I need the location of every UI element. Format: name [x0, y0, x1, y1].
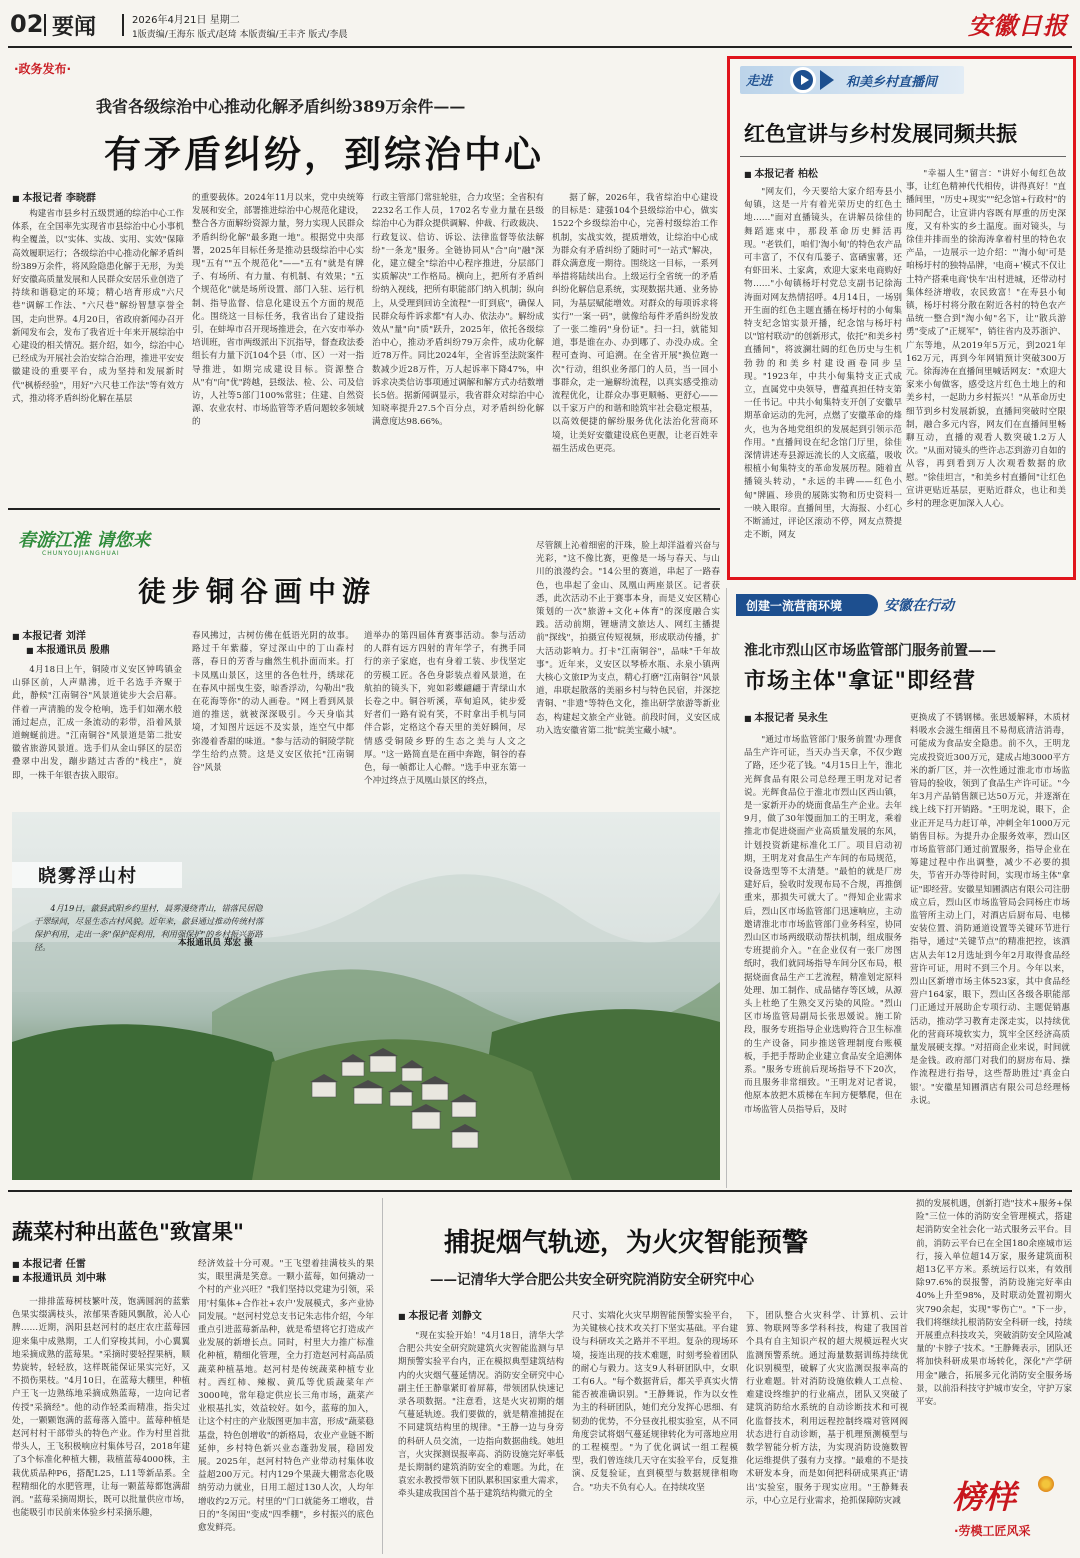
photo-caption: 4月19日，歙县武阳乡约里村，晨雾漫绕青山，错落民居隐于翠绿间，尽显生态古村风貌。近年来，歙县通过推动传统村落保护利用，走出一条"保护促利用，利用强保护"的乡村振兴新路径。 — [34, 903, 264, 952]
fire-col-2: 尺寸、实端化火灾早期智能预警实验平台，为关键核心技术攻关打下坚实基础。平台建设与科研攻关之路并不平坦。复杂的现场环境，接连出现的技术难题，时刻考验着团队的耐心与毅力。这支9人科研团队中，女职工有6人。"每个数据背后，都关乎真实火情能否被准确识别。"王静舞说，作为以女性为主的科研团队，她们充分发挥心思细、有韧劲的优势，不分昼夜扎根实验室，从不同角度尝试将烟气蔓延规律转化为可落地应用的工程模型。"为了优化调试一组工程模型，我们曾连续几天守在实验平台，反复推演、反复验证，直到模型与数据规律相吻合。"功夫不负有心人。在持续攻坚 — [572, 1311, 738, 1493]
fire-subtitle: ——记清华大学合肥公共安全研究院消防安全研究中心 — [430, 1272, 754, 1288]
spring-byline-1: ■ 本报记者 刘洋 — [12, 630, 86, 644]
spring-col-1: 4月18日上午，铜陵市义安区钟鸣镇金山驿区前，人声鼎沸，近千名选手齐聚于此，静候"江南铜谷"风景道徒步大会启幕。伴着一声清脆的发令枪响，选手们如潮水般涌过起点，汇成一条流动的彩带，沿着风景道蜿蜒前进。"江南铜谷"风景道是第二批安徽省旅游风景道。选手们从金山驿区的层峦叠翠中出发，蹦步踏过古香的"栈庄"，旋即，一株千年银杏拔入眼帘。 — [12, 665, 182, 781]
section-rule — [8, 508, 720, 510]
lead-col-4: 据了解，2026年，我省综治中心建设的目标是：建强104个县级综治中心，做实1522个乡级综治中心，完善村级综治工作机制，实战实效，提质增效，让综治中心成为群众有矛盾纠纷了随时可"一站式"解决，群众满意度一期待。围绕这一目标，一系列举措将陆续出台。上级运行全省统一的矛盾纠纷化解信息系统，实现数据共通、业务协同，为基层赋能增效。对群众的每项诉求将实行"一案一码"，就像给每件矛盾纠纷发放了一张二维码"身份证"。扫一扫，就能知道，事是谁在办、办到哪了、办没办成。全程可查询、可追溯。在全省开展"换位跑一次"行动，组织业务部门的人员，当一回小事群众，走一遍解纷流程，以真实感受推动流程优化，让群众办事更顺畅、更舒心——以千家万户的和谐和睦筑牢社会稳定根基，以高效便捷的解纷服务优化法治化营商环境，让美好安徽建设底色更靓，让老百姓幸福生活成色更亮。 — [552, 193, 718, 454]
market-col-1: "通过市场监管部门'服务前置'办理食品生产许可证，当天办当天拿，不仅少跑了路，还少花了钱。"4月15日上午，淮北光辉食品有限公司总经理王明龙对记者说。光辉食品位于淮北市烈山区西山镇，是一家新开办的烧面食品生产企业。去年9月，做了30年馒面加工的王明龙，乘着推北市促进烧面产业高质量发展的东风，计划投资新建标准化工厂。项目启动初期，王明龙对食品生产车间的布局规范，设备选型等不太清楚。"最怕的就是厂房建好后，验收时发现布局不合规，再推倒重来，那损失可就大了。"得知企业需求后，烈山区市场监管部门迅速响应，主动邀请淮北市市场监管部门业务科室，协同烈山区市场两级联动帮扶机制，组成服务专班提前介入。"在企业仅有一张厂房图纸时，我们就同场指导车间分区布局，根据烧面食品生产工艺流程，精准划定原料处理、加工制作、成品储存等区域，从源头上杜绝了生熟交叉污染的风险。"烈山区市场监管局副局长张思媛说。施工阶段，服务专班指导企业选购符合卫生标准的生产设备，同步推送管理制度台账模板，手把手帮助企业建立食品安全追溯体系。"服务专班前后现场指导不下20次，而且服务非常细致。"王明龙对记者说，他原本放把木质梯在车间方便攀爬，但在市场监管人员指导后，及时 — [744, 735, 902, 1115]
arrow-icon — [820, 70, 834, 90]
bangyang-logo: 榜样 — [952, 1478, 1017, 1516]
box-title: 红色宣讲与乡村发展同频共振 — [744, 121, 1017, 146]
page-section: 要闻 — [52, 15, 97, 40]
veg-col-1: 一排排蓝莓树枝繁叶茂，饱满圆润的蓝紫色果实缀满枝头，浓郁果香随风飘散，沁人心脾……近期，涡阳县赵河村的赵庄农庄蓝莓园迎来集中成熟期，工人们穿梭其间，小心翼翼地采摘成熟的蓝莓果。"采摘时要轻捏果柄，顺势旋转，轻轻放，这样既能保证果实完好，又不损伤果枝。"4月10日，在蓝莓大棚里，种植户王飞一边熟练地采摘成熟蓝莓，一边向记者传授"采摘经"。他的动作轻柔而精准，指尖过处，一颗颗饱满的蓝莓落入篮中。蓝莓种植是赵河村村干部带头的特色产业。作为村里首批带头人，王飞积极响应村集体号召，2018年建了3个标准化种植大棚，栽植蓝莓4000株，主栽优质品种P6，搭配L25，L11等新品系。全程精细化的水肥管理，让每一颗蓝莓都饱满甜润。"蓝莓采摘周期长，既可以批量供应市场，也能吸引市民前来体验乡村采摘乐趣， — [12, 1297, 190, 1519]
fire-col-1: "现在实验开始！"4月18日，清华大学合肥公共安全研究院建筑火灾智能监测与早期预警实验平台内，正在模拟典型建筑结构内的火灾烟气蔓延情况。消防安全研究中心副主任王静靠紧盯着屏幕，带领团队快速记录各项数据。"注意看，这是火灾初期的烟气蔓延轨迹。我们要做的，就是精准捕捉在不同建筑结构里的规律。"王静一边与身旁的科研人员交流，一边指向数据曲线。她坦言，火灾探测误报率高、消防设施完好率低是长期制约建筑消防安全的难题。为此，在袁宏永教授带领下团队累积国家重大需求，牵头建成我国首个基于建筑结构微元的全 — [398, 1331, 564, 1500]
page-date: 2026年4月21日 星期二 — [132, 15, 240, 26]
spring-title: 徒步铜谷画中游 — [138, 575, 377, 608]
market-byline: ■ 本报记者 吴永生 — [744, 712, 828, 726]
lead-col-1: 构建省市县乡村五级贯通的综治中心工作体系，在全国率先实现省市县综治中心小事机构全覆盖，以"实体、实战、实用、实效"保障高效履职运行；各级综治中心推动化解矛盾纠纷389万余件，将风险隐患化解于无形，为美好安徽高质量发展和人民群众安居乐业创造了持续和谐稳定的环境；精心培育形成"六尺巷"调解工作法、"六尺巷"解纷智慧享誉全国，走向世界。4月20日，省政府新闻办召开新闻发布会，发布了我省近十年来开展综治中心建设的相关情况。据介绍，如今，综治中心已经成为开展社会治安综合治理，推进平安安徽建设的重要平台，成为坚持和发展新时代"枫桥经验"，用好"六尺巷工作法"等有效方式，推动将矛盾纠纷化解在基层 — [12, 209, 184, 404]
section-tag: ·政务发布· — [14, 62, 72, 76]
market-col-2: 更换成了不锈钢梯。张思媛解释，木质材料吸水会滋生细菌且不易彻底清洁消毒，可能成为食品安全隐患。前不久，王明龙完成投资近300万元，建成占地3000平方米的新厂区，并一次性通过淮北市市场监管局的验收，领到了食品生产许可证。"今年3月产品销售额已达50万元，并逐渐在线上线下打开销路。"王明龙说，眼下，企业正开足马力赶订单，冲刺全年1000万元销售目标。为提升办企服务效率，烈山区市场监管部门通过前置服务，指导企业在筹建过程中作出调整，减少不必要的损失，节省开办等待时间，实现市场主体"拿证"即经营。安徽星知圃酒店有限公司注册成立后，烈山区市场监管局会同杨庄市场监管所主动上门，对酒店后厨布局、电梯安装位置、消防通道设置等关键环节进行指导，通过"关键节点"的精准把控，该酒店从去年12月选址到今年2月取得食品经营许可证，用时不到三个月。今年以来，烈山区新增市场主体523家，其中食品经营户164家，眼下，烈山区各级各职能部门正通过开展助企专项行动、主题促销惠活动，推动学习教育走深走实，以持续优化的营商环境软实力，筑牢全区经济高质量发展硬支撑。"对招商企业来说，时间就是金钱。政府部门对我们的厨房布局、操作流程进行指导，这些帮助胜过'真金白银'。"安徽星知圃酒店有限公司总经理杨永说。 — [910, 713, 1070, 1106]
spring-byline-2: ■ 本报通讯员 殷鼎 — [12, 644, 110, 658]
veg-title: 蔬菜村种出蓝色"致富果" — [12, 1219, 244, 1244]
market-kicker: 淮北市烈山区市场监管部门服务前置—— — [744, 643, 996, 659]
market-banner-right: 安徽在行动 — [884, 598, 954, 614]
section-rule — [8, 1190, 1072, 1192]
lead-byline: ■ 本报记者 李晓群 — [12, 192, 96, 206]
veg-byline-2: ■ 本报通讯员 刘中琳 — [12, 1272, 106, 1286]
fire-col-3: 下，团队整合火灾科学、计算机、云计算、物联网等多学科科技，构建了我国首个具有自主知识产权的超大规模远程火灾监测预警系统。通过海量数据训练持续优化识别模型，破解了火灾监测误报率高的行业难题。针对消防设施依赖人工点检、难建设终维护的行业痛点，团队又突破了建筑消防给水系统的自动诊断技术和可视化监督技术，利用远程控制终端对管网阀状态进行自动诊断，基于机理预测模型与数学智能分析方法，为实现消防设施数智化运维提供了强有力支撑。"最难的不是技术研发本身，而是如何把科研成果真正'请出'实验室，服务于现实应用。"王静舞表示，中心立足行业需求，抢抓保障防灾减 — [746, 1311, 908, 1506]
play-icon — [790, 67, 816, 93]
fire-title: 捕捉烟气轨迹，为火灾智能预警 — [444, 1228, 809, 1258]
lead-col-3: 行政主管部门常驻轮驻，合力攻坚；全省积有2232名工作人员，1702名专业力量在县级综治中心为群众提供调解、仲裁、行政裁决、行政复议、信访、诉讼、法律监督等依法解纷"一条龙"服务。全链协同从"合"向"融"深化，建立健全"综治中心程序推进，分层部门实质解决"工作格局。横向上，把所有矛盾纠纷纳入视线，把所有职能部门纳入机制；纵向上，从受理到回访全流程"一盯到底"，确保人民群众每件诉求都"有人办、依法办"。解纷成效从"量"向"质"跃升，2025年，依托各级综治中心，推动矛盾纠纷79万余件，成功化解近78万件。同比2024年，全省诉至法院案件数减少近28万件，万人起诉率下降47%，申诉求决类信访事项通过调解和解方式办结数增长5倍。据新闻调显示，我省群众对综治中心知晓率提升27.5个百分点，对矛盾纠纷化解满意度达98.66%。 — [372, 193, 544, 428]
live-studio-go-label: 走进 — [746, 74, 773, 89]
fire-col-4: 损的发展机遇，创新打造"技术+服务+保险"三位一体的消防安全管理模式，搭建起消防安全社会化一站式服务云平台。目前，消防云平台已在全国180余座城市运行，接入单位超14万家，服务建筑面积超13亿平方米。系统运行以来，有效削除97.6%的误报警，消防设施完好率由40%上升至98%，及时联动处置初期火灾790余起，实现"零伤亡"。"下一步，我们将继续扎根消防安全科研一线，持续开展重点科技攻关，突破消防安全风险减量的'卡脖子'技术。"王静舞表示，团队还将加快科研成果市场转化，深化"产学研用金"融合，拓展多元化消防安全服务场景，以前沿科技守护城市安全，守护万家平安。 — [916, 1199, 1072, 1408]
newspaper-logo: 安徽日报 — [968, 11, 1068, 40]
fire-byline: ■ 本报记者 刘静文 — [398, 1310, 482, 1324]
veg-col-2: 经济效益十分可观。"王飞望着挂满枝头的果实，眼里满是笑意。一颗小蓝莓，如何撬动一个村的产业兴旺？"我们坚持以党建为引领，采用'村集体+合作社+农户'发展模式，多产业协同发展。"赵河村党总支书记朱志伟介绍，今年重点引进蓝莓新品种，就是希望将它打造成产业发展的新增长点。同时，村里大力推广标准化种植，精细化管理，全力打造赵河村高品质蔬菜种植基地。赵河村是传统蔬菜种植专业村。西红柿、辣椒、黄瓜等优质蔬菜年产3000吨，常年稳定供应长三角市场，蔬菜产业根基扎实，效益较好。如今，蓝莓的加入，让这个村庄的产业版图更加丰富，形成"蔬菜稳基盘，特色创增收"的新格局，农业产业链不断延伸，乡村特色新兴业态蓬勃发展，稳固发展。2025年，赵河村特色产业带动村集体收益超200万元。村内129个果蔬大棚常态化吸纳劳动力就业，日用工超过130人次，人均年增收约2万元。村里的"门口就能务工增收，昔日的"冬闲田"变成"四季棚"，乡村振兴的底色愈发鲜亮。 — [198, 1259, 374, 1534]
header-rule — [8, 46, 1072, 48]
photo-credit: 本报通讯员 郑宏 摄 — [178, 938, 253, 948]
bangyang-subtitle: ·劳模工匠风采 — [954, 1524, 1031, 1538]
market-title: 市场主体"拿证"即经营 — [744, 668, 976, 694]
live-studio-name: 和美乡村直播间 — [846, 75, 938, 90]
box-byline: ■ 本报记者 柏松 — [744, 168, 818, 182]
spring-tour-logo — [14, 522, 184, 564]
lead-col-2: 的重要载体。2024年11月以来，党中央统筹发展和安全，部署推进综治中心规范化建设，整合各方面解纷资源力量，努力实现人民群众矛盾纠纷化解"最多跑一地"。根据党中央部署，2025年目标任务是推动县级综治中心实现"五有""五个规范化"——"五有"就是有牌子、有场所、有力量、有机制、有效果；"五个规范化"就是场所设置、部门入驻、运行机制、指导监督、信息化建设五个方面的规范化。围绕这一目标任务，我省出台了建设指引，在蚌埠市召开现场推进会，在六安市举办培训班，省市两级派出下沉指导，督查政法委组长有力量下沉104个县（市、区）一对一指导推进，如期完成建设目标。资源整合从"有"向"优"跨越，县级法、检、公、司及信访，人社等5部门100%常驻；住建、自然资源、农业农村、市场监管等矛盾问题较多领域的 — [192, 193, 364, 428]
box-col-2: "幸福人生"留言："讲好小甸红色故事，让红色精神代代相传，讲得真好！"直播间里，"历史+现实""纪念馆+行政村"的协同配合，让宣讲内容既有厚重的历史深度，又有朴实的乡土温度。面对镜头，与徐佳并排而坐的徐海涛拿着村里的特色农产品，一边展示一边介绍："'淘小甸'可是咱杨圩村的独特品牌，'电商+'模式不仅让土特产搭乘电商'快车'出村进城，还带动村集体经济增收，农民致富！"在寿县小甸镇，杨圩村将分散在附近各村的特色农产品统一整合到"淘小甸"名下，让"散兵游勇"变成了"正规军"，销往省内及苏浙沪、广东等地，从2019年5万元，到2021年162万元，再到今年网销预计突破300万元。徐海涛在直播间里喊话网友："欢迎大家来小甸做客，感受这片红色土地上的和美乡村，一起助力乡村振兴！"从革命历史细节到乡村发展新貌，直播间突破时空限制，融合多元内容，网友们在直播间里畅聊互动，直播的观看人数突破1.2万人次。"从面对镜头的些许忐忑到游刃自如的从容，再到看到万人次观看数据的欣慰。"徐佳坦言，"和美乡村直播间"让红色宣讲更贴近基层，更贴近群众，也让和美乡村的理念更加深入人心。 — [906, 169, 1066, 510]
column-rule — [726, 588, 727, 1188]
spring-logo-en: CHUNYOUJIANGHUAI — [42, 550, 120, 557]
photo-title: 晓雾浮山村 — [38, 866, 138, 887]
veg-byline-1: ■ 本报记者 任雷 — [12, 1258, 86, 1272]
page-editors: 1版责编/王海东 版式/赵琦 本版责编/王丰齐 版式/李晨 — [132, 30, 348, 40]
page-number: 02 — [10, 10, 44, 38]
spring-col-2: 春风拂过，古树仿佛在低语光阴的故事。路过千年紫藤，穿过深山中的丁山森村落，春日的芳香与幽然生机扑面而来。打卡凤凰山景区，这里的各色牡丹，绣球花在春风中摇曳生姿，晾香浮动，勾勒出"我在花海等你"的动人画卷。"网上看到风景道的推送，就被深深吸引。今天身临其境，才知图片远远不及实景，连空气中都弥漫着香甜的味道。"参与活动的铜陵学院学生给约点赞。这是义安区依托"江南铜谷"风景 — [192, 631, 354, 774]
header-divider — [122, 14, 124, 36]
spring-col-4: 尽管额上沁着细密的汗珠，脸上却洋溢着兴奋与光彩，"这不像比赛，更像是一场与春天、与山川的浪漫约会。"14公里的赛道，串起了一路春色，也串起了金山、凤凰山两座景区。记者获悉，此次活动不止于赛事本身，而是义安区精心策划的一次"旅游+文化+体育"的深度融合实践。活动前期，锂塘清文旅达人、网红主播提前"探线"，拍摄宣传短视频，形成联动传播，扩大活动影响力。打卡"江南铜谷"，品味"千年故事"。近年来，义安区以琴桥水瓶、永泉小镇两大核心文旅IP为支点，精心打磨"江南铜谷"风景道，串联起散落的美丽乡村与特色民宿，并深挖青铜、"非遗"等特色文化，推出研学旅游等新业态，构建起文旅全产业链。前段时间，义安区成功入选安徽省第二批"皖美宝藏小城"。 — [536, 541, 720, 736]
column-rule — [382, 1198, 383, 1554]
lead-kicker: 我省各级综治中心推动化解矛盾纠纷389万余件—— — [96, 97, 466, 116]
lead-title: 有矛盾纠纷，到综治中心 — [104, 132, 544, 176]
spring-logo-text: 春游江淮 请您来 — [18, 530, 151, 551]
bangyang-flower-icon — [1038, 1476, 1054, 1492]
header-divider — [44, 14, 46, 36]
page-header — [0, 0, 1080, 46]
spring-col-3: 道举办的第四届体育赛事活动。参与活动的人群有远方四射的青年学子，有携手同行的亲子家庭，也有身着工装、步伐坚定的劳模工匠。各色身影装点着风景道，在航拍的镜头下，宛如彩蝶翩翩于青绿山水长卷之中。铜谷听溪，草甸追风，徒步爱好者们一路有说有笑，不时拿出手机与同伴合影，定格这个春天里的美好瞬间，尽情感受铜陵乡野的生态之美与人文之厚。"这一路简直是在画中奔跑，铜谷的春色，每一帧都让人心醉。"选手申亚东第一个冲过终点于凤凰山景区的终点， — [364, 631, 526, 787]
box-col-1: "网友们，今天要给大家介绍寿县小甸镇，这是一片有着光荣历史的红色土地……"面对直播镜头，在讲解员徐佳的舞蹈遮束中，那段革命历史鲜活再现。"老铁们，咱们'淘小甸'的特色农产品可丰富了，不仅有瓜蒌子、富硒蜜薯，还有虾田米、土家禽，欢迎大家来电商购好物……"小甸镇杨圩村党总支副书记徐海涛面对网友热情招呼。4月14日，一场别开生面的红色主题直播在杨圩村的小甸集特支纪念馆实景开播，纪念馆与杨圩村以"馆村联动"的创新形式，依托"和美乡村直播间"，将波澜壮阔的红色历史与生机勃勃的和美乡村建设画卷同步呈现。"1923年，中共小甸集特支正式成立，直属党中央领导，曹蕴真担任特支第一任书记。中共小甸集特支开创了安徽早期革命运动的先河，点燃了安徽革命的烽火，也为各地党组织的发展起到引领示范作用。"直播间设在纪念馆门厅里，徐佳深情讲述寿县源远流长的人文底蕴，吸收根植小甸集特支的革命发展历程。随着直播镜头转动，"永远的丰碑——红色小甸"牌匾、珍贵的展陈实物和历史资料一一映入眼帘。直播间里，大海报、小红心不断涌过，评论区滚动不停，网友点赞提走不断，网友 — [744, 187, 902, 541]
market-banner-label: 创建一流营商环境 — [746, 599, 843, 613]
box-title-rule — [740, 156, 1066, 157]
